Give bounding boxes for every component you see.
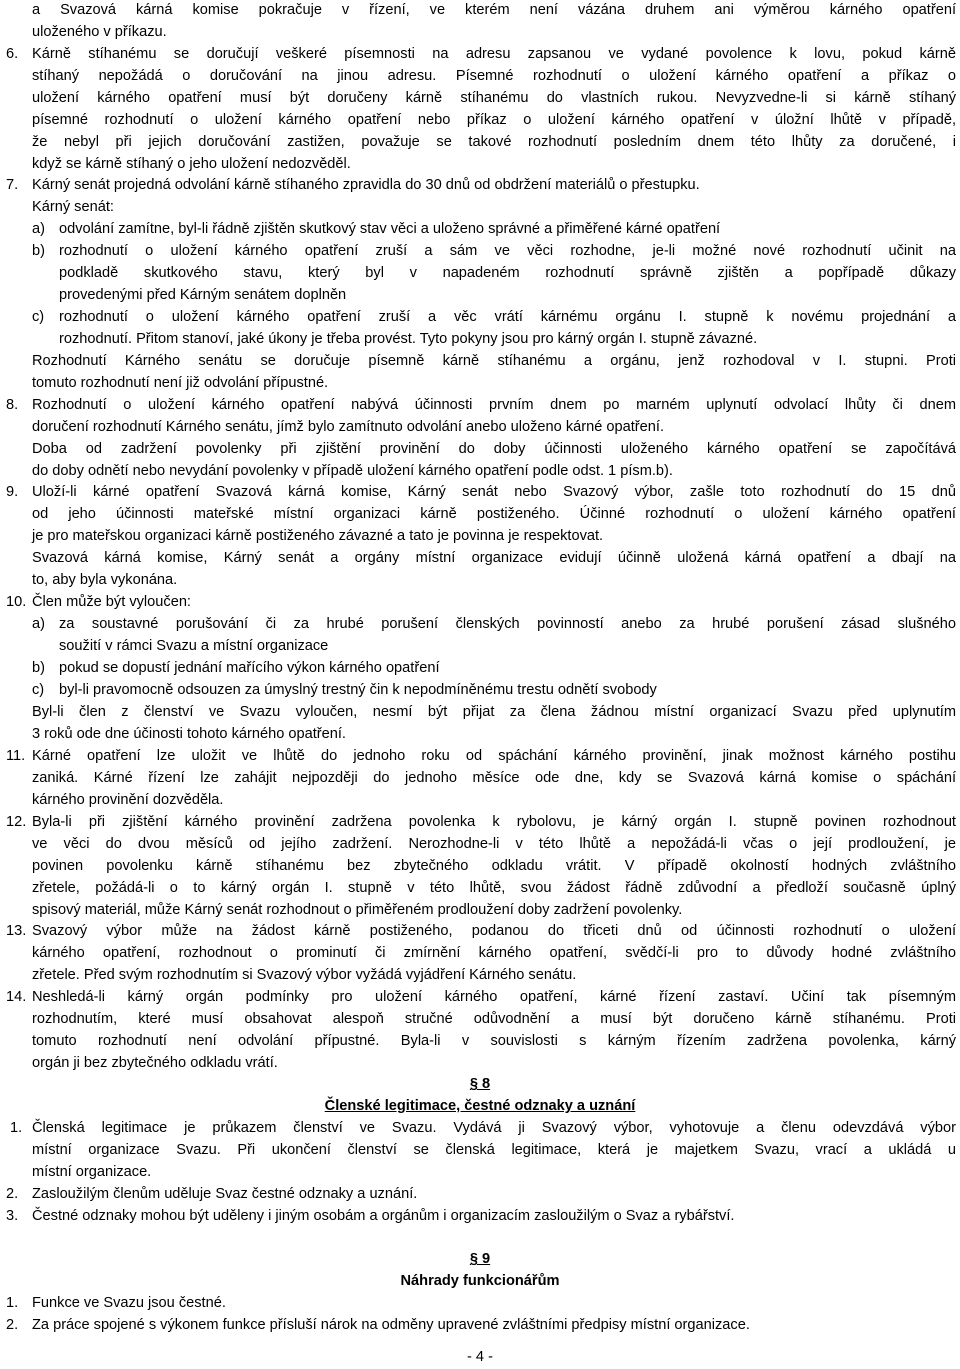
paragraph-line: Zasloužilým členům uděluje Svaz čestné odznaky a uznání. xyxy=(32,1186,418,1202)
paragraph-line: Uloží-li kárné opatření Svazová kárná komise, Kárný senát nebo Svazový výbor, zašle toto rozhodnutí do 15 dnů xyxy=(32,484,956,500)
paragraph-line: a Svazová kárná komise pokračuje v řízení, ve kterém není vázána druhem ani výměrou kárného opatření xyxy=(32,2,956,18)
paragraph-line: zřetele, požádá-li o to kárný orgán I. stupně v této lhůtě, svou žádost řádně zdůvodní a předloží současně úplný xyxy=(32,880,956,896)
paragraph-line: stíhaný nepožádá o doručování na jinou adresu. Písemné rozhodnutí o uložení kárného opatření a příkaz o xyxy=(32,68,956,84)
paragraph-line: Doba od zadržení povolenky při zjištění provinění do doby účinnosti uloženého kárného opatření se započítává xyxy=(32,441,956,457)
paragraph-line: Za práce spojené s výkonem funkce přísluší nárok na odměny upravené zvláštními předpisy místní organizace. xyxy=(32,1317,750,1333)
item-number: 6. xyxy=(6,46,19,62)
paragraph-line: Neshledá-li kárný orgán podmínky pro uložení kárného opatření, kárné řízení zastaví. Učiní tak písemným xyxy=(32,989,956,1005)
paragraph-line: Členská legitimace je průkazem členství ve Svazu. Vydává ji Svazový výbor, vyhotovuje a členu odevzdává výbor xyxy=(32,1120,956,1136)
paragraph-line: soužití v rámci Svazu a místní organizace xyxy=(59,638,329,654)
paragraph-line: do doby odnětí nebo nevydání povolenky v případě uložení kárného opatření podle odst. 1 písm.b). xyxy=(32,463,673,479)
page-number: - 4 - xyxy=(467,1349,493,1365)
paragraph-line: za soustavné porušování či za hrubé porušení členských povinností anebo za hrubé porušení zásad slušného xyxy=(59,616,956,632)
item-number: 8. xyxy=(6,397,19,413)
item-number: 3. xyxy=(6,1208,19,1224)
paragraph-line: Kárný senát: xyxy=(32,199,114,215)
item-number: 1. xyxy=(6,1295,19,1311)
paragraph-line: Kárné opatření lze uložit ve lhůtě do jednoho roku od spáchání kárného provinění, jinak možnost kárného postihu xyxy=(32,748,956,764)
paragraph-line: tomuto rozhodnutí není již odvolání přípustné. xyxy=(32,375,329,391)
paragraph-line: kárného opatření, rozhodnout o prominutí či zmírnění kárného opatření, svědčí-li pro to důvody hodné zvláštního xyxy=(32,945,956,961)
paragraph-line: že nebyl při jejich doručování zastižen, považuje se takové rozhodnutí posledním dnem této lhůty za doručené, i xyxy=(32,134,956,150)
paragraph-line: Čestné odznaky mohou být uděleny i jiným osobám a orgánům i organizacím zasloužilým o Svaz a rybářství. xyxy=(32,1208,735,1224)
paragraph-line: Svazová kárná komise, Kárný senát a orgány místní organizace evidují účinně uložená kárná opatření a dbají na xyxy=(32,550,956,566)
paragraph-line: Rozhodnutí o uložení kárného opatření nabývá účinnosti prvním dnem po marném uplynutí odvolací lhůty či dnem xyxy=(32,397,956,413)
paragraph-line: spisový materiál, může Kárný senát rozhodnout o přiměřeném prodloužení doby zadržení povolenky. xyxy=(32,902,683,918)
paragraph-line: povinen povolenku kárně stíhanému bez zbytečného odkladu vrátit. V případě okolností hodných zvláštního xyxy=(32,858,956,874)
section-number: § 8 xyxy=(469,1076,491,1092)
paragraph-line: když se kárně stíhaný o jeho uložení nedozvěděl. xyxy=(32,156,351,172)
paragraph-line: rozhodnutí. Přitom stanoví, jaké úkony je třeba provést. Tyto pokyny jsou pro kárný orgán I. stupně závazné. xyxy=(59,331,758,347)
paragraph-line: orgán ji bez zbytečného odkladu vrátí. xyxy=(32,1055,278,1071)
list-letter: c) xyxy=(32,682,45,698)
paragraph-line: místní organizace. xyxy=(32,1164,152,1180)
paragraph-line: Svazový výbor může na žádost kárně postiženého, podanou do třiceti dnů od účinnosti rozhodnutí o uložení xyxy=(32,923,956,939)
list-letter: a) xyxy=(32,616,45,632)
paragraph-line: je pro mateřskou organizaci kárně postiženého závazné a tato je povinna je respektovat. xyxy=(32,528,604,544)
paragraph-line: rozhodnutí o uložení kárného opatření zruší a věc vrátí kárnému orgánu I. stupně k novému projednání a xyxy=(59,309,956,325)
paragraph-line: to, aby byla vykonána. xyxy=(32,572,178,588)
paragraph-line: doručení rozhodnutí Kárného senátu, jímž bylo zamítnuto odvolání anebo uloženo kárné opatření. xyxy=(32,419,664,435)
paragraph-line: pokud se dopustí jednání mařícího výkon kárného opatření xyxy=(59,660,440,676)
paragraph-line: uloženého v příkazu. xyxy=(32,24,167,40)
item-number: 12. xyxy=(6,814,27,830)
paragraph-line: rozhodnutím, které musí obsahovat alespoň stručné odůvodnění a musí být doručeno kárně stíhanému. Proti xyxy=(32,1011,956,1027)
paragraph-line: odvolání zamítne, byl-li řádně zjištěn skutkový stav věci a uloženo správné a přiměřené kárné opatření xyxy=(59,221,721,237)
paragraph-line: Člen může být vyloučen: xyxy=(32,594,191,610)
item-number: 11. xyxy=(6,748,26,764)
item-number: 9. xyxy=(6,484,19,500)
paragraph-line: 3 roků ode dne účinosti tohoto kárného opatření. xyxy=(32,726,346,742)
item-number: 2. xyxy=(6,1186,19,1202)
paragraph-line: místní organizace Svazu. Při ukončení členství se členská legitimace, která je majetkem Svazu, vrací a ukládá u xyxy=(32,1142,956,1158)
paragraph-line: od jeho účinnosti mateřské místní organizaci kárně postiženého. Účinné rozhodnutí o uložení kárného opatření xyxy=(32,506,956,522)
paragraph-line: písemné rozhodnutí o uložení kárného opatření nebo příkaz o uložení kárného opatření v úložní lhůtě v případě, xyxy=(32,112,956,128)
item-number: 14. xyxy=(6,989,27,1005)
section-number: § 9 xyxy=(469,1251,491,1267)
list-letter: b) xyxy=(32,243,45,259)
paragraph-line: Funkce ve Svazu jsou čestné. xyxy=(32,1295,226,1311)
item-number: 1. xyxy=(10,1120,23,1136)
paragraph-line: tomuto rozhodnutí není odvolání přípustné. Byla-li v souvislosti s kárným řízením zadržena povolenka, kárný xyxy=(32,1033,956,1049)
item-number: 2. xyxy=(6,1317,19,1333)
list-letter: c) xyxy=(32,309,45,325)
list-letter: b) xyxy=(32,660,45,676)
paragraph-line: ve věci do dvou měsíců od jejího zadržení. Nerozhodne-li v této lhůtě a nepožádá-li včas o její prodloužení, je xyxy=(32,836,956,852)
paragraph-line: Rozhodnutí Kárného senátu se doručuje písemně kárně stíhanému a orgánu, jenž rozhodoval v I. stupni. Proti xyxy=(32,353,956,369)
paragraph-line: kárného provinění dozvěděla. xyxy=(32,792,224,808)
section-title: Členské legitimace, čestné odznaky a uznání xyxy=(324,1098,636,1114)
paragraph-line: podkladě skutkového stavu, který byl v napadeném rozhodnutí správně zjištěn a popřípadě důkazy xyxy=(59,265,956,281)
item-number: 7. xyxy=(6,177,19,193)
paragraph-line: Byl-li člen z členství ve Svazu vyloučen, nesmí být přijat za člena žádnou místní organizací Svazu před uplynutím xyxy=(32,704,956,720)
paragraph-line: byl-li pravomocně odsouzen za úmyslný trestný čin k nepodmíněnému trestu odnětí svobody xyxy=(59,682,657,698)
paragraph-line: Kárný senát projedná odvolání kárně stíhaného zpravidla do 30 dnů od obdržení materiálů o přestupku. xyxy=(32,177,700,193)
paragraph-line: zřetele. Před svým rozhodnutím si Svazový výbor vyžádá vyjádření Kárného senátu. xyxy=(32,967,577,983)
item-number: 13. xyxy=(6,923,27,939)
paragraph-line: zaniká. Kárné řízení lze zahájit nejpozději do jednoho měsíce ode dne, kdy se Svazová kárná komise o spáchání xyxy=(32,770,956,786)
paragraph-line: Byla-li při zjištění kárného provinění zadržena povolenka k rybolovu, je kárný orgán I. stupně povinen rozhodnout xyxy=(32,814,956,830)
paragraph-line: Kárně stíhanému se doručují veškeré písemnosti na adresu zapsanou ve vydané povolence k lovu, pokud kárně xyxy=(32,46,956,62)
paragraph-line: provedenými před Kárným senátem doplněn xyxy=(59,287,347,303)
list-letter: a) xyxy=(32,221,45,237)
paragraph-line: rozhodnutí o uložení kárného opatření zruší a sám ve věci rozhodne, je-li možné nové rozhodnutí učinit na xyxy=(59,243,956,259)
item-number: 10. xyxy=(6,594,27,610)
paragraph-line: uložení kárného opatření musí být doručeny kárně stíhanému do vlastních rukou. Nevyzvedne-li si kárně stíhaný xyxy=(32,90,956,106)
section-title: Náhrady funkcionářům xyxy=(400,1273,560,1289)
